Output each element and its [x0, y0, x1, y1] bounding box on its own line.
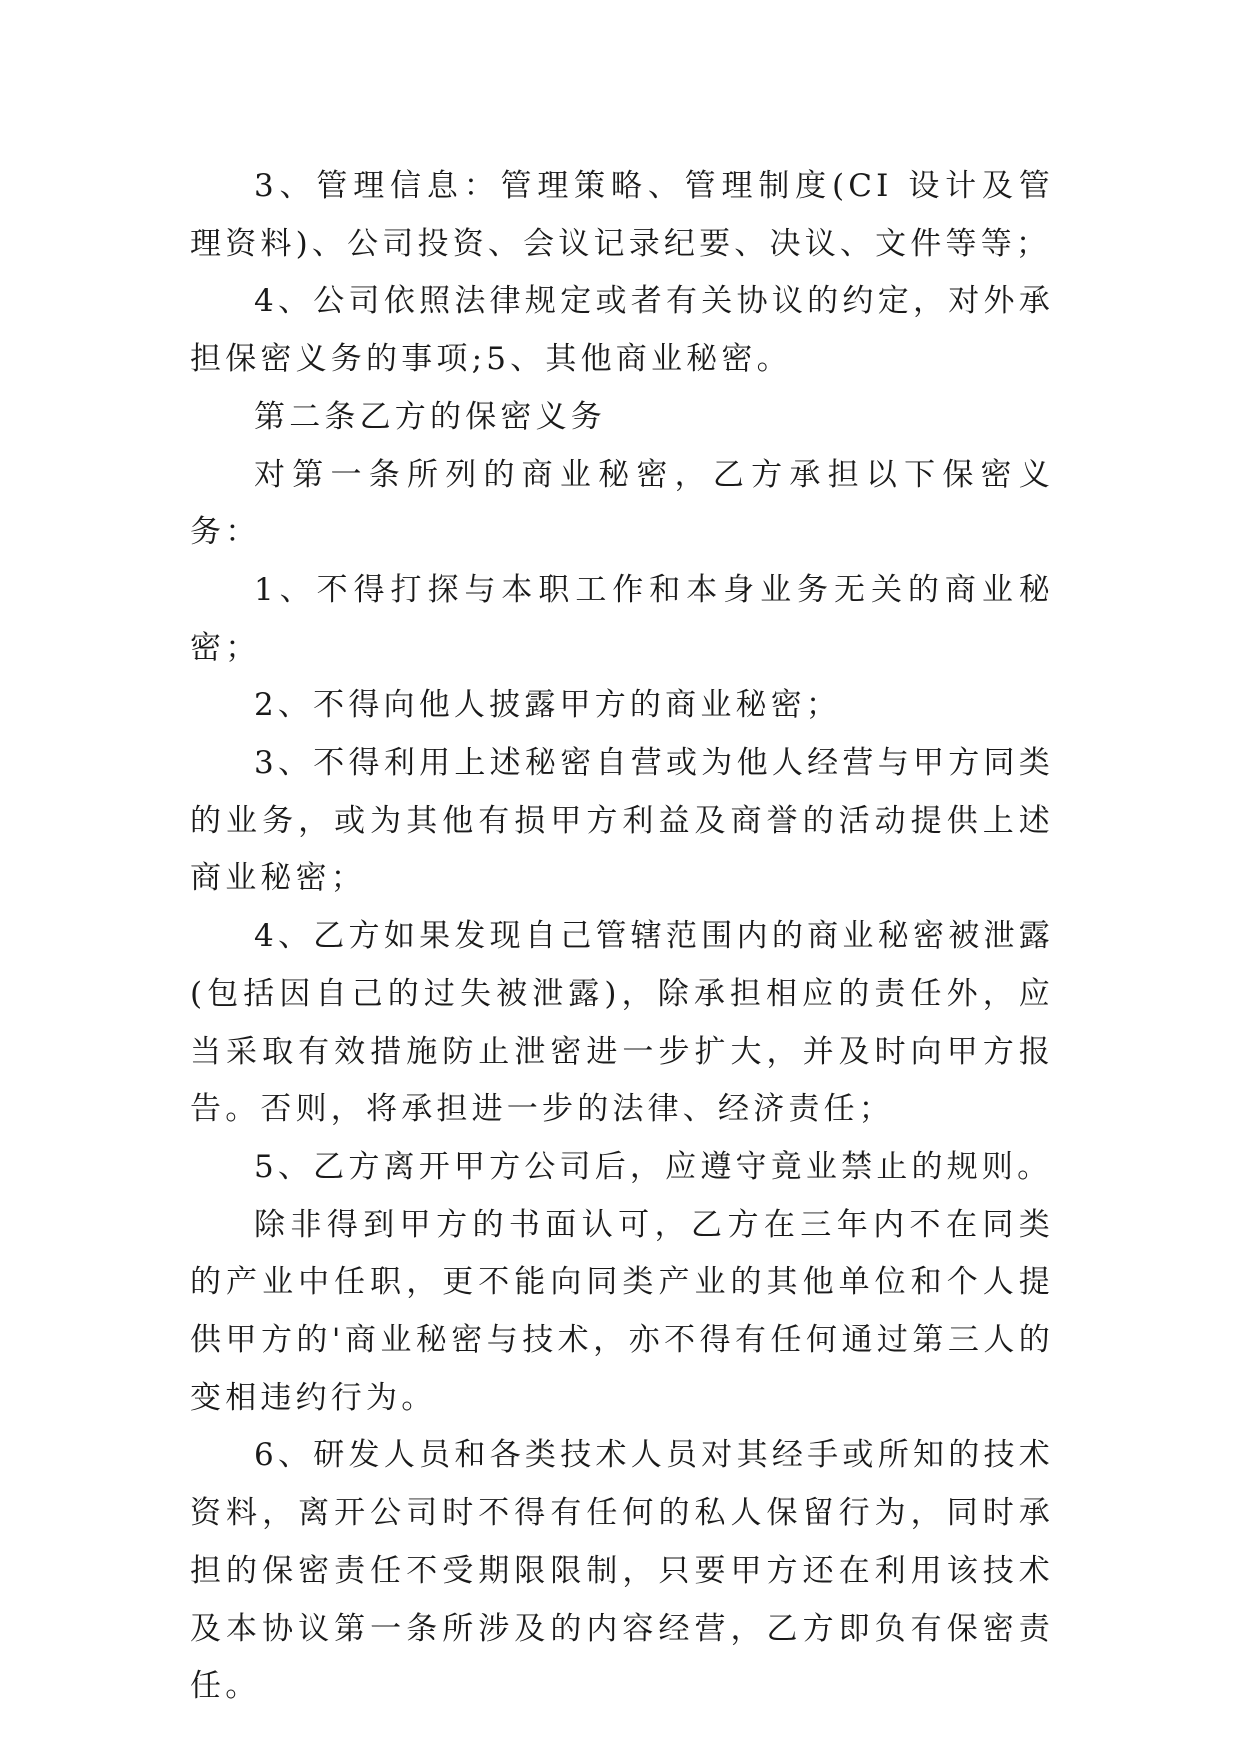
paragraph-duty-4: 4、乙方如果发现自己管辖范围内的商业秘密被泄露(包括因自己的过失被泄露)，除承担相应的责任外，应当采取有效措施防止泄密进一步扩大，并及时向甲方报告。否则，将承担进一步的法律、经济责任；: [190, 918, 1054, 1128]
document-body: [190, 158, 1054, 1716]
paragraph-duty-6: 6、研发人员和各类技术人员对其经手或所知的技术资料，离开公司时不得有任何的私人保留行为，同时承担的保密责任不受期限限制，只要甲方还在利用该技术及本协议第一条所涉及的内容经营，乙方即负有保密责任。: [190, 1437, 1054, 1705]
paragraph-duty-5: 5、乙方离开甲方公司后，应遵守竟业禁止的规则。: [254, 1148, 1053, 1185]
paragraph-duty-1: 1、不得打探与本职工作和本身业务无关的商业秘密；: [190, 571, 1054, 666]
section-heading-party-b-duties: 第二条乙方的保密义务: [254, 398, 606, 435]
paragraph-duty-2: 2、不得向他人披露甲方的商业秘密；: [254, 687, 842, 724]
paragraph-non-compete: 除非得到甲方的书面认可，乙方在三年内不在同类的产业中任职，更不能向同类产业的其他单位和个人提供甲方的'商业秘密与技术，亦不得有任何通过第三人的变相违约行为。: [190, 1206, 1054, 1416]
paragraph-management-info: 3、管理信息：管理策略、管理制度(CI 设计及管理资料)、公司投资、会议记录纪要、决议、文件等等；: [190, 168, 1054, 262]
paragraph-duties-intro: 对第一条所列的商业秘密，乙方承担以下保密义务：: [190, 456, 1054, 551]
paragraph-duty-3: 3、不得利用上述秘密自营或为他人经营与甲方同类的业务，或为其他有损甲方利益及商誉的活动提供上述商业秘密；: [190, 745, 1054, 897]
paragraph-legal-obligation: 4、公司依照法律规定或者有关协议的约定，对外承担保密义务的事项;5、其他商业秘密。: [190, 283, 1054, 378]
